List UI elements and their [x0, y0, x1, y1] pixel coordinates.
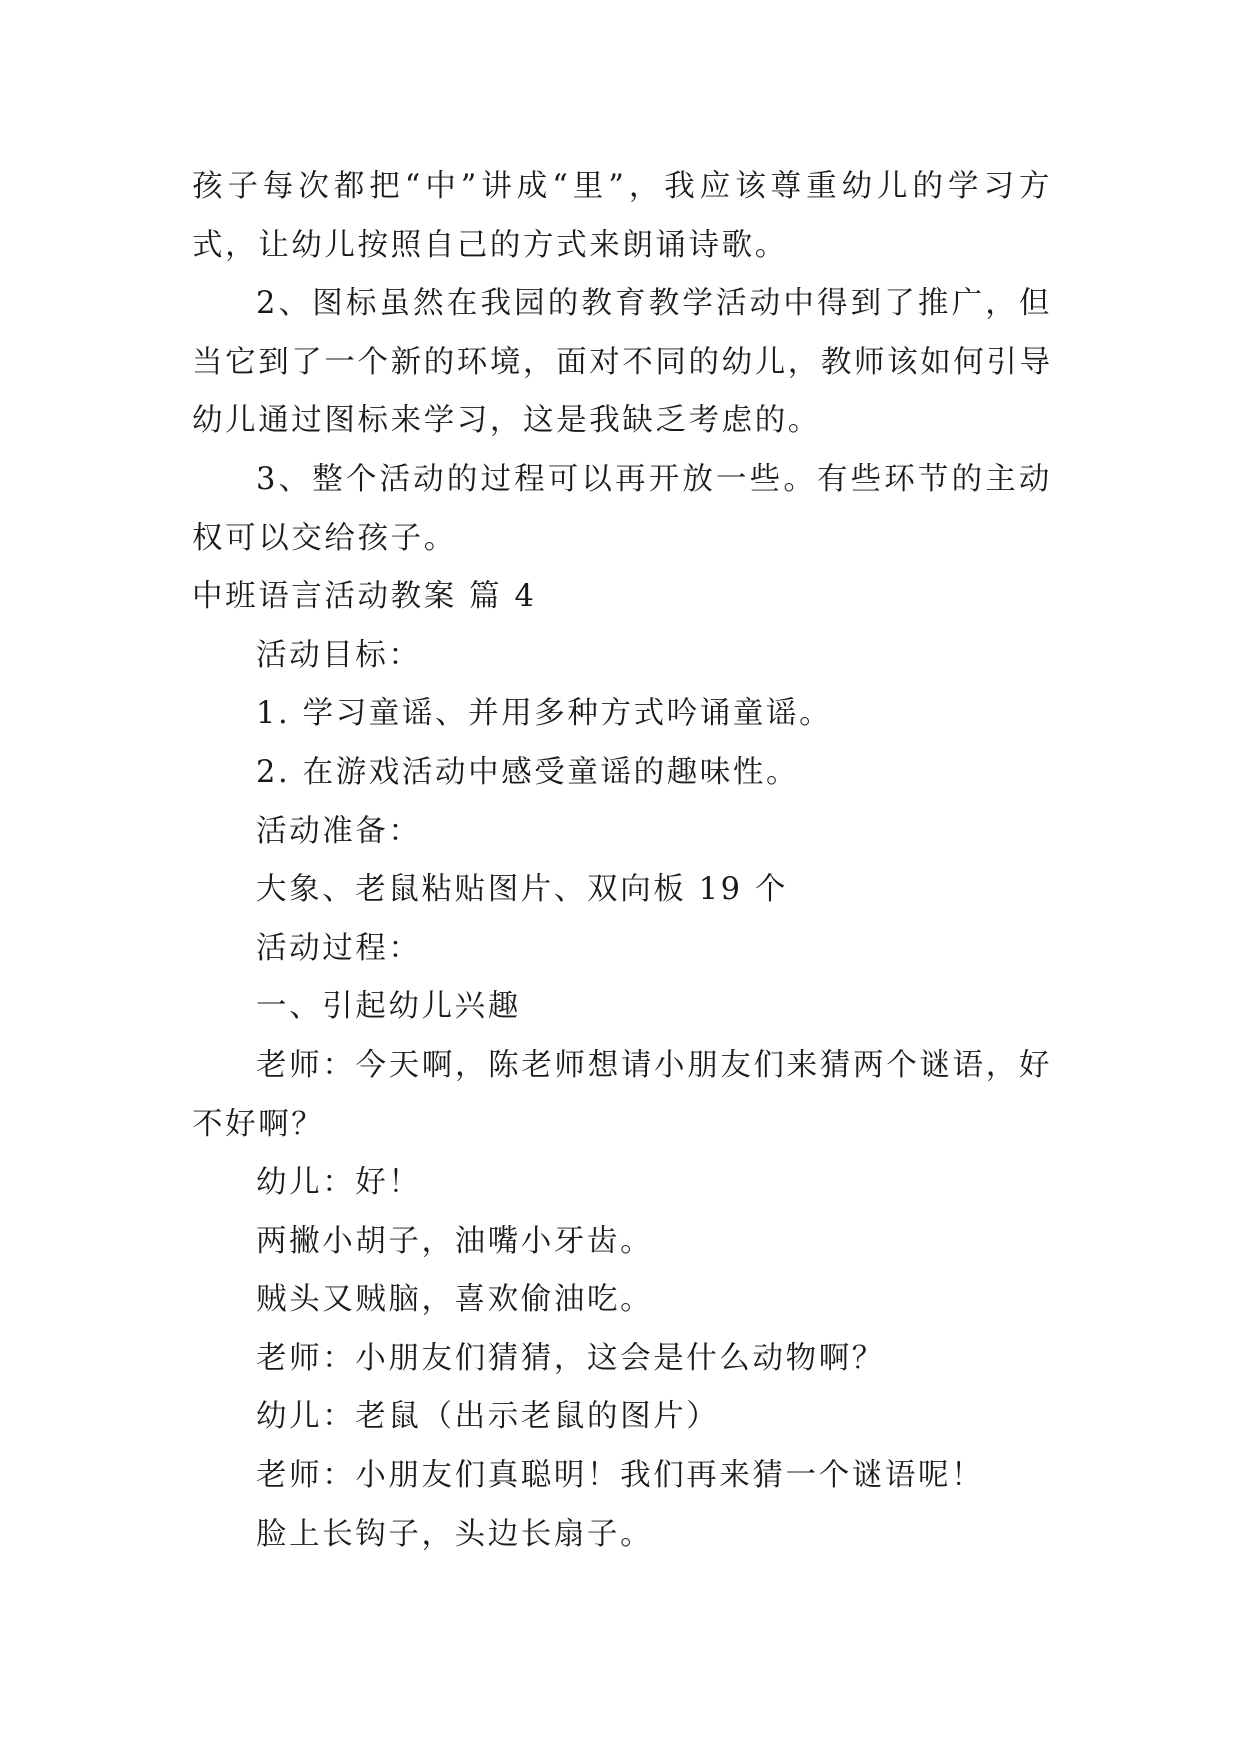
paragraph-line: 大象、老鼠粘贴图片、双向板 19 个 [256, 872, 788, 908]
dialogue-line: 老师：小朋友们猜猜，这会是什么动物啊？ [256, 1340, 885, 1376]
paragraph-line: 3、整个活动的过程可以再开放一些。有些环节的主动 [256, 461, 1052, 497]
paragraph-line: 2、图标虽然在我园的教育教学活动中得到了推广，但 [256, 286, 1052, 322]
section-heading: 中班语言活动教案 篇 4 [192, 579, 537, 615]
paragraph-line: 式，让幼儿按照自己的方式来朗诵诗歌。 [192, 227, 788, 263]
riddle-line: 贼头又贼脑，喜欢偷油吃。 [256, 1282, 654, 1318]
paragraph-line: 当它到了一个新的环境，面对不同的幼儿，教师该如何引导 [192, 344, 1053, 380]
dialogue-line: 幼儿：好！ [256, 1165, 422, 1201]
list-item: 1. 学习童谣、并用多种方式吟诵童谣。 [256, 696, 833, 732]
dialogue-line: 老师：今天啊，陈老师想请小朋友们来猜两个谜语，好 [256, 1047, 1052, 1083]
subheading-process: 活动过程： [256, 930, 422, 966]
riddle-line: 脸上长钩子，头边长扇子。 [256, 1516, 654, 1552]
riddle-line: 两撇小胡子，油嘴小牙齿。 [256, 1223, 654, 1259]
dialogue-line: 幼儿：老鼠（出示老鼠的图片） [256, 1399, 720, 1435]
document-body [192, 158, 1052, 1564]
paragraph-line: 权可以交给孩子。 [192, 520, 457, 556]
subheading-preparation: 活动准备： [256, 813, 422, 849]
dialogue-line: 老师：小朋友们真聪明！我们再来猜一个谜语呢！ [256, 1458, 985, 1494]
paragraph-line: 幼儿通过图标来学习，这是我缺乏考虑的。 [192, 403, 821, 439]
list-item: 2. 在游戏活动中感受童谣的趣味性。 [256, 754, 800, 790]
dialogue-line: 不好啊？ [192, 1106, 325, 1142]
subheading-goals: 活动目标： [256, 637, 422, 673]
paragraph-line: 孩子每次都把“中”讲成“里”，我应该尊重幼儿的学习方 [192, 169, 1052, 204]
paragraph-line: 一、引起幼儿兴趣 [256, 989, 521, 1025]
